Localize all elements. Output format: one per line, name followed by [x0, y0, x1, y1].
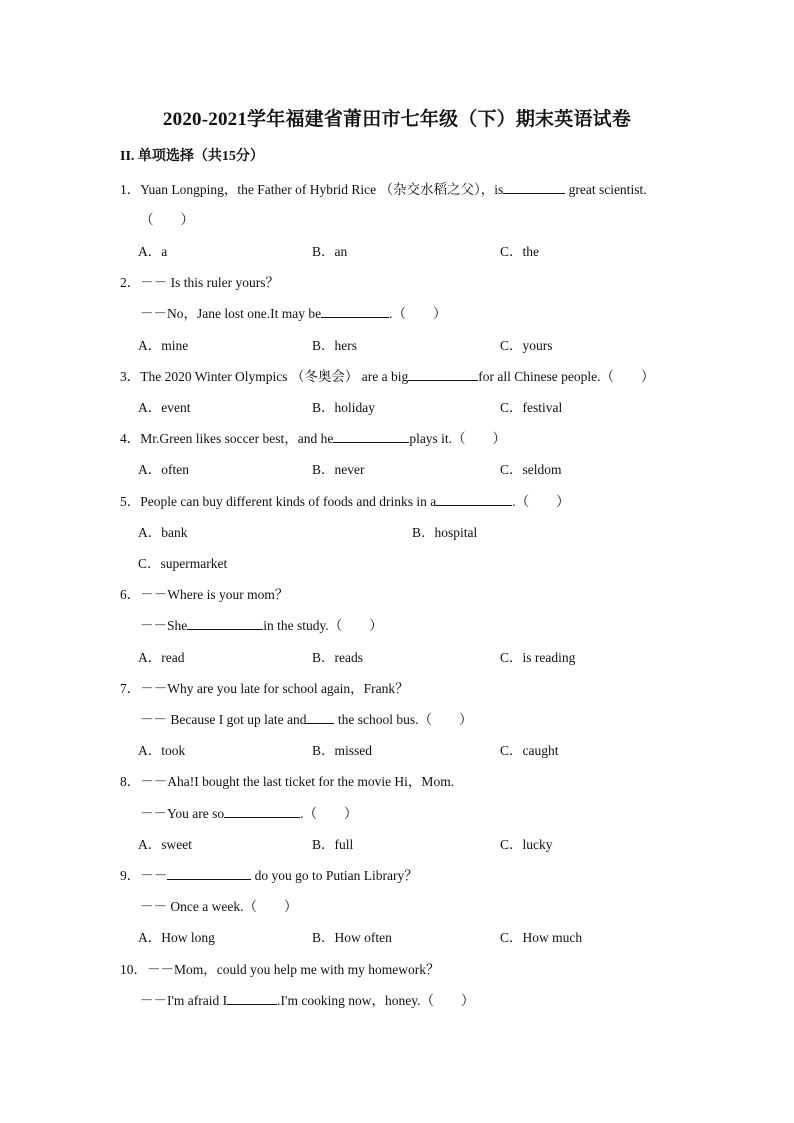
answer-blank: [503, 179, 565, 194]
question-6-reply: －－She in the study.（ ）: [140, 614, 383, 634]
question-7-stem: 7．－－Why are you late for school again，Frank？: [120, 681, 409, 696]
q7-option-b: B．missed: [312, 743, 373, 758]
question-8-stem: 8．－－Aha!I bought the last ticket for the movie Hi，Mom.: [120, 774, 455, 789]
q1-option-c: C．the: [500, 244, 539, 259]
q7-option-c: C．caught: [500, 743, 559, 758]
question-10-reply: －－I'm afraid I .I'm cooking now，honey.（ ）: [140, 989, 474, 1009]
question-4-stem: 4．Mr.Green likes soccer best，and he plays it.（ ）: [120, 427, 506, 447]
q9-option-b: B．How often: [312, 930, 392, 945]
section-heading: II. 单项选择（共15分）: [120, 149, 264, 164]
question-9-reply: －－ Once a week.（ ）: [140, 899, 298, 914]
q4-option-c: C．seldom: [500, 462, 562, 477]
q5-option-a: A．bank: [138, 525, 188, 540]
question-8-reply: －－You are so .（ ）: [140, 802, 358, 822]
answer-blank: [224, 803, 300, 818]
q2-option-c: C．yours: [500, 338, 553, 353]
q2-option-a: A．mine: [138, 338, 189, 353]
question-2-stem: 2．－－ Is this ruler yours？: [120, 275, 279, 290]
q6-option-b: B．reads: [312, 650, 363, 665]
q2-option-b: B．hers: [312, 338, 357, 353]
answer-blank: [227, 990, 277, 1005]
page-title: 2020-2021学年福建省莆田市七年级（下）期末英语试卷: [162, 109, 632, 130]
q3-option-b: B．holiday: [312, 400, 375, 415]
question-10-stem: 10．－－Mom，could you help me with my homework？: [120, 962, 440, 977]
question-7-reply: －－ Because I got up late and the school bus.（ ）: [140, 708, 472, 728]
q9-option-a: A．How long: [138, 930, 215, 945]
q8-option-a: A．sweet: [138, 837, 192, 852]
q5-option-b: B．hospital: [412, 525, 478, 540]
q8-option-b: B．full: [312, 837, 354, 852]
q6-option-a: A．read: [138, 650, 185, 665]
question-1-stem: 1．Yuan Longping，the Father of Hybrid Rice （杂交水稻之父），is great scientist.: [120, 178, 647, 198]
question-3-stem: 3．The 2020 Winter Olympics （冬奥会） are a big for all Chinese people.（ ）: [120, 365, 655, 385]
q1-option-b: B．an: [312, 244, 348, 259]
question-9-stem: 9．－－ do you go to Putian Library？: [120, 864, 418, 884]
q7-option-a: A．took: [138, 743, 186, 758]
q9-option-c: C．How much: [500, 930, 583, 945]
answer-blank: [436, 491, 512, 506]
answer-blank: [187, 615, 263, 630]
answer-blank: [306, 709, 334, 724]
q4-option-b: B．never: [312, 462, 365, 477]
q5-option-c: C．supermarket: [138, 556, 228, 571]
answer-blank: [333, 428, 409, 443]
question-1-paren: （ ）: [140, 212, 194, 227]
q3-option-c: C．festival: [500, 400, 563, 415]
question-6-stem: 6．－－Where is your mom？: [120, 587, 289, 602]
question-5-stem: 5．People can buy different kinds of foods and drinks in a .（ ）: [120, 490, 570, 510]
question-2-reply: －－No，Jane lost one.It may be .（ ）: [140, 302, 446, 322]
answer-blank: [321, 303, 389, 318]
q3-option-a: A．event: [138, 400, 191, 415]
q1-option-a: A．a: [138, 244, 168, 259]
q6-option-c: C．is reading: [500, 650, 576, 665]
answer-blank: [408, 366, 478, 381]
q4-option-a: A．often: [138, 462, 189, 477]
answer-blank: [167, 865, 251, 880]
q8-option-c: C．lucky: [500, 837, 553, 852]
